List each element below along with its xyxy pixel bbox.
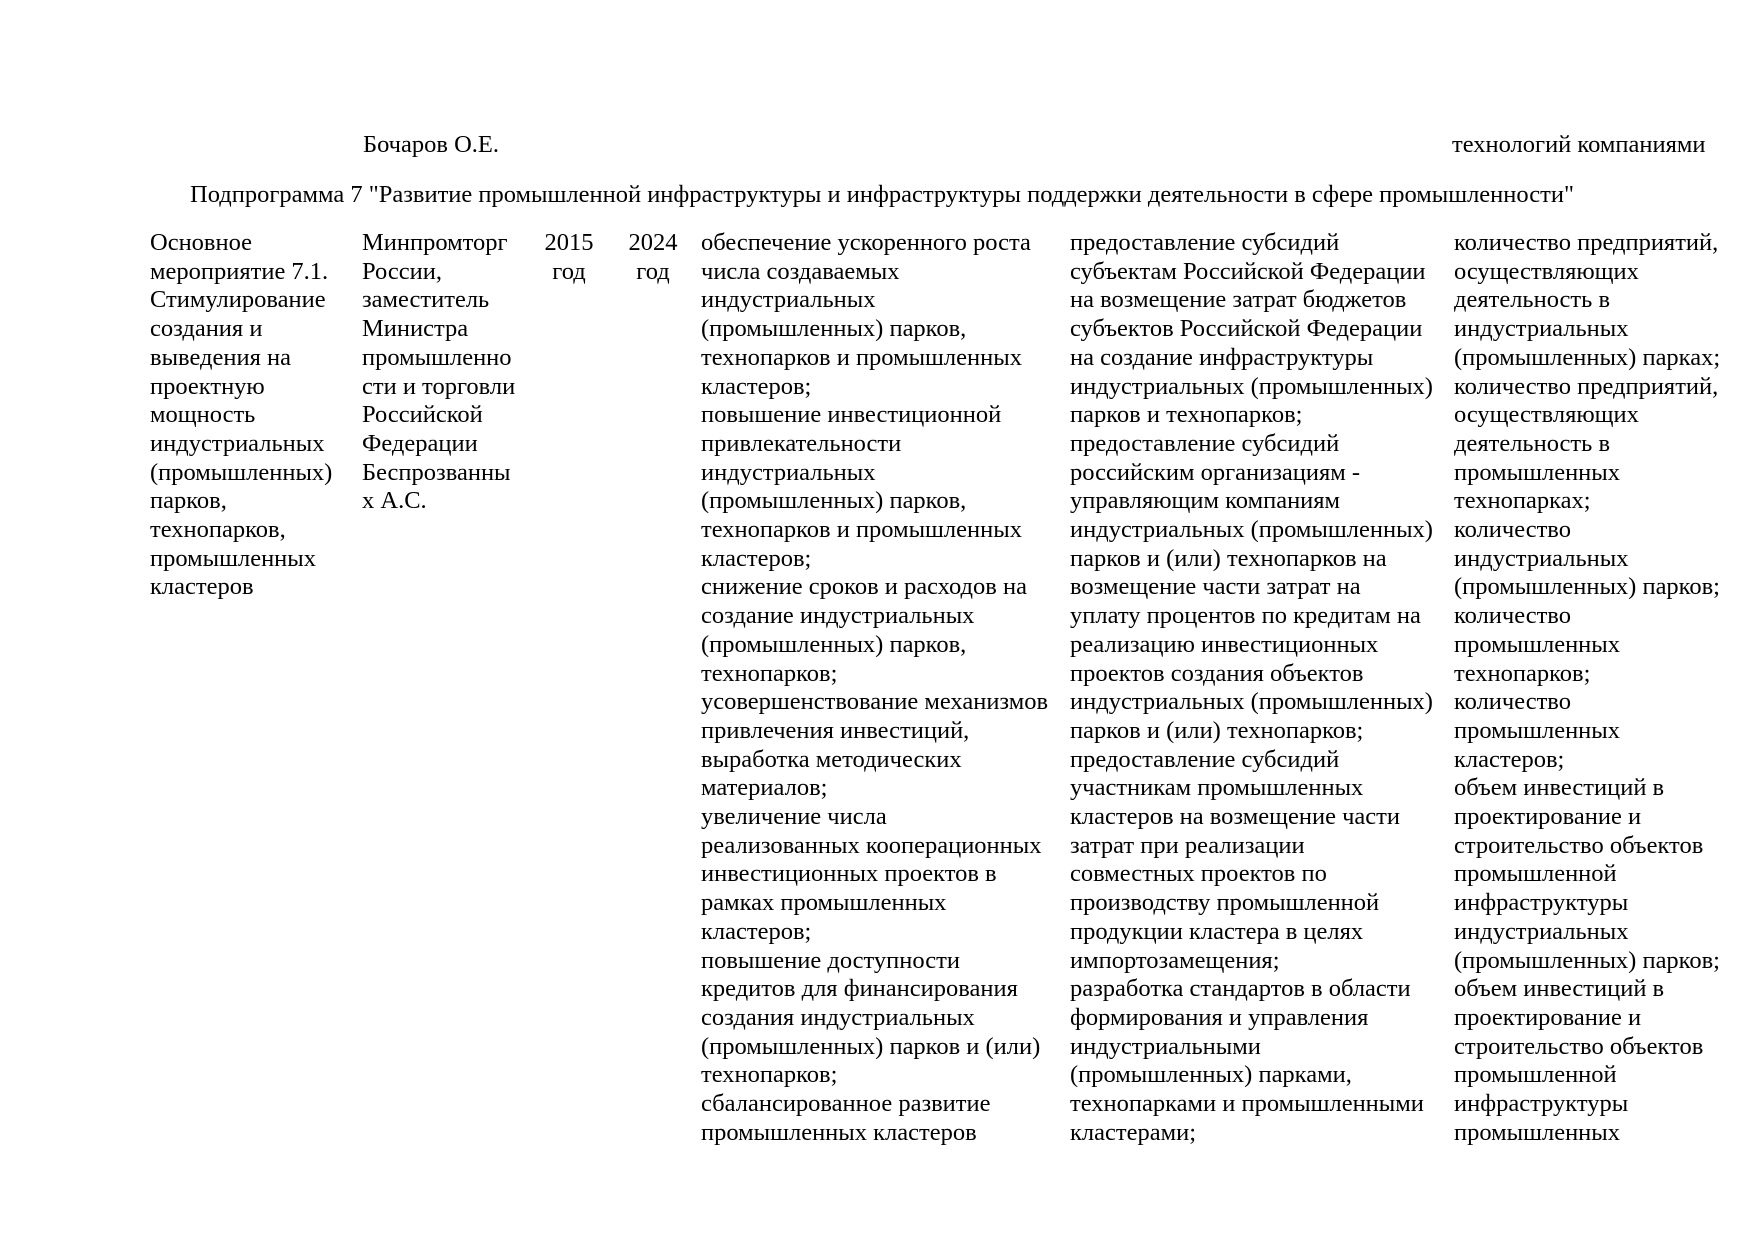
previous-row-indicator-tail: технологий компаниями bbox=[1452, 131, 1706, 158]
subprogram-title: Подпрограмма 7 "Развитие промышленной инфраструктуры и инфраструктуры поддержки деятельности в сфере промышленности" bbox=[190, 181, 1574, 208]
responsible-executor-cell: Минпромторг России, заместитель Министра промышленно сти и торговли Российской Федерации Беспрозванны х А.С. bbox=[362, 229, 516, 515]
expected-results-cell: обеспечение ускоренного роста числа создаваемых индустриальных (промышленных) парков, технопарков и промышленных кластеров; повышение инвестиционной привлекательности индустриальных (промышленных) парков, технопарков и промышленных кластеров; снижение сроков и расходов на создание индустриальных (промышленных) парков, технопарков; усовершенствование механизмов привлечения инвестиций, выработка методических материалов; увеличение числа реализованных кооперационных инвестиционных проектов в рамках промышленных кластеров; повышение доступности кредитов для финансирования создания индустриальных (промышленных) парков и (или) технопарков; сбалансированное развитие промышленных кластеров bbox=[701, 229, 1049, 1146]
measure-name-cell: Основное мероприятие 7.1. Стимулирование создания и выведения на проектную мощность индустриальных (промышленных) парков, технопарков, промышленных кластеров bbox=[150, 229, 333, 601]
indicators-cell: количество предприятий, осуществляющих деятельность в индустриальных (промышленных) парках; количество предприятий, осуществляющих деятельность в промышленных технопарках; количество индустриальных (промышленных) парков; количество промышленных технопарков; количество промышленных кластеров; объем инвестиций в проектирование и строительство объектов промышленной инфраструктуры индустриальных (промышленных) парков; объем инвестиций в проектирование и строительство объектов промышленной инфраструктуры промышленных bbox=[1454, 229, 1721, 1146]
main-activities-cell: предоставление субсидий субъектам Российской Федерации на возмещение затрат бюджетов субъектов Российской Федерации на создание инфраструктуры индустриальных (промышленных) парков и технопарков; предоставление субсидий российским организациям - управляющим компаниям индустриальных (промышленных) парков и (или) технопарков на возмещение части затрат на уплату процентов по кредитам на реализацию инвестиционных проектов создания объектов индустриальных (промышленных) парков и (или) технопарков; предоставление субсидий участникам промышленных кластеров на возмещение части затрат при реализации совместных проектов по производству промышленной продукции кластера в целях импортозамещения; разработка стандартов в области формирования и управления индустриальными (промышленных) парками, технопарками и промышленными кластерами; bbox=[1070, 229, 1433, 1146]
end-year-cell: 2024 год bbox=[628, 229, 678, 285]
start-year-cell: 2015 год bbox=[544, 229, 594, 285]
responsible-person-previous-row: Бочаров О.Е. bbox=[363, 131, 499, 158]
